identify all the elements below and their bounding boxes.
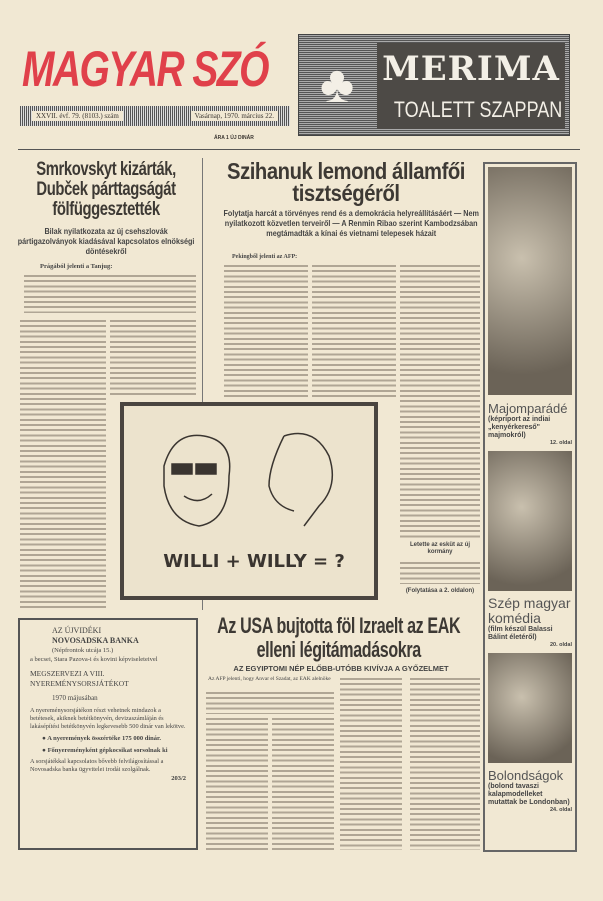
teaser-photo	[488, 451, 572, 591]
issue-number: XXVII. évf. 79. (8103.) szám	[32, 111, 123, 121]
teaser-page: 20. oldal	[549, 642, 572, 648]
side-body	[400, 560, 480, 584]
left-dateline: Prágából jelenti a Tanjug:	[40, 263, 113, 270]
teaser-desc: (képriport az indiai „kenyérkereső" majmokról)	[488, 416, 551, 439]
bank-ad-bullet-text: A nyeremények összértéke 175 000 dinár.	[47, 735, 161, 742]
teaser-photo	[488, 653, 572, 763]
bank-ad-body: A nyereménysorsjátékon részt vehetnek mindazok a betétesek, akiknek betétkönyvén, devizaszámláján és lakásépítési betétkönyvén legkevesebb 500 dinár van lekötve.	[30, 707, 186, 730]
header-rule	[18, 149, 580, 150]
bank-name: NOVOSADSKA BANKA	[52, 636, 139, 645]
bank-ad-line: 1970 májusában	[52, 694, 98, 702]
issue-bar	[20, 106, 290, 126]
teaser-title[interactable]: Majomparádé	[488, 401, 568, 416]
continued-note: (Folytatása a 2. oldalon)	[405, 588, 475, 594]
left-lead-text	[24, 273, 196, 313]
center-dateline: Pekingből jelenti az AFP:	[232, 254, 298, 260]
ad-code: 203/2	[171, 775, 186, 782]
issue-date: Vasárnap, 1970. március 22.	[191, 111, 278, 121]
teaser-desc: (film készül Balassi Bálint életéről)	[488, 626, 553, 641]
side-subhead: Letette az esküt az új kormány	[409, 542, 471, 555]
bank-ad-bullet: ● Főnyereményként gépkocsikat sorsolnak ki	[42, 747, 168, 754]
bottom-body-col1	[206, 716, 268, 850]
teaser-photo	[488, 167, 572, 395]
teaser-desc: (bolond tavaszi kalapmodelleket mutattak be Londonban)	[488, 783, 570, 806]
bottom-body-col2	[272, 716, 334, 850]
sidebar-teasers	[483, 162, 577, 852]
bottom-body-col4	[410, 676, 480, 850]
center-body-col2	[312, 263, 396, 397]
bank-ad-bullet: ● A nyeremények összértéke 175 000 dinár.	[42, 735, 161, 742]
bank-ad-line: AZ ÚJVIDÉKI	[52, 626, 102, 635]
clover-logo-icon: ♣	[319, 56, 355, 114]
teaser-page: 24. oldal	[549, 807, 572, 813]
ad-product: TOALETT SZAPPAN	[393, 97, 563, 122]
bank-ad-footer: A sorsjátékkal kapcsolatos bővebb felvilágosítással a Novosadska banka ügyvitelei irodái szolgálnak.	[30, 758, 164, 773]
center-subhead: Folytatja harcát a törvényes rend és a demokrácia helyreállításáért — Nem nyilatkozott közvetlen terveiről — A Renmin Ribao szerint Kambodzsában megtámadták a kínai és vietnami telepesek házait	[223, 208, 479, 238]
bank-ad-line: a becsei, Stara Pazova-i és kovini képviseleteivel	[30, 656, 158, 663]
center-headline: Szihanuk lemond államfői tisztségéről	[227, 158, 465, 206]
teaser-page: 12. oldal	[549, 440, 572, 446]
left-headline: Smrkovskyt kizárták, Dubček párttagságát fölfüggesztették	[36, 159, 176, 220]
merima-advert	[298, 34, 570, 136]
caricature-drawing-icon	[144, 426, 354, 546]
ad-brand: MERIMA	[382, 49, 560, 89]
left-body-col2	[110, 318, 196, 398]
center-body-col3	[400, 263, 480, 539]
price: ÁRA 1 ÚJ DINÁR	[214, 135, 254, 141]
center-body-col1	[224, 263, 308, 397]
bottom-dateline: Az AFP jelenti, hogy Anvar el Szadat, az EAK alelnöke	[208, 676, 331, 682]
bottom-lead	[206, 690, 334, 714]
bottom-subhead: AZ EGYIPTOMI NÉP ELŐBB-UTÓBB KIVÍVJA A GYŐZELMET	[233, 664, 449, 673]
bottom-body-col3	[340, 676, 402, 850]
left-body-col1	[20, 318, 106, 608]
cartoon	[120, 402, 378, 600]
bank-ad-bullet-text: Főnyereményként gépkocsikat sorsolnak ki	[47, 747, 168, 754]
teaser-title[interactable]: Szép magyar komédia	[488, 595, 571, 626]
bottom-headline: Az USA bujtotta föl Izraelt az EAK elleni légitámadásokra	[217, 613, 461, 662]
cartoon-caption: WILLI + WILLY = ?	[163, 551, 345, 572]
bank-ad-heading: MEGSZERVEZI A VIII. NYEREMÉNYSORSJÁTÉKOT	[30, 669, 129, 688]
teaser-title[interactable]: Bolondságok	[488, 768, 564, 783]
left-subhead: Bilak nyilatkozata az új csehszlovák pártigazolványok kiadásával kapcsolatos elnökségi döntésekről	[17, 226, 195, 256]
bank-advert	[18, 618, 198, 850]
bank-address: (Népfrontok utcája 15.)	[52, 647, 114, 654]
newspaper-logo: MAGYAR SZÓ	[22, 41, 268, 97]
